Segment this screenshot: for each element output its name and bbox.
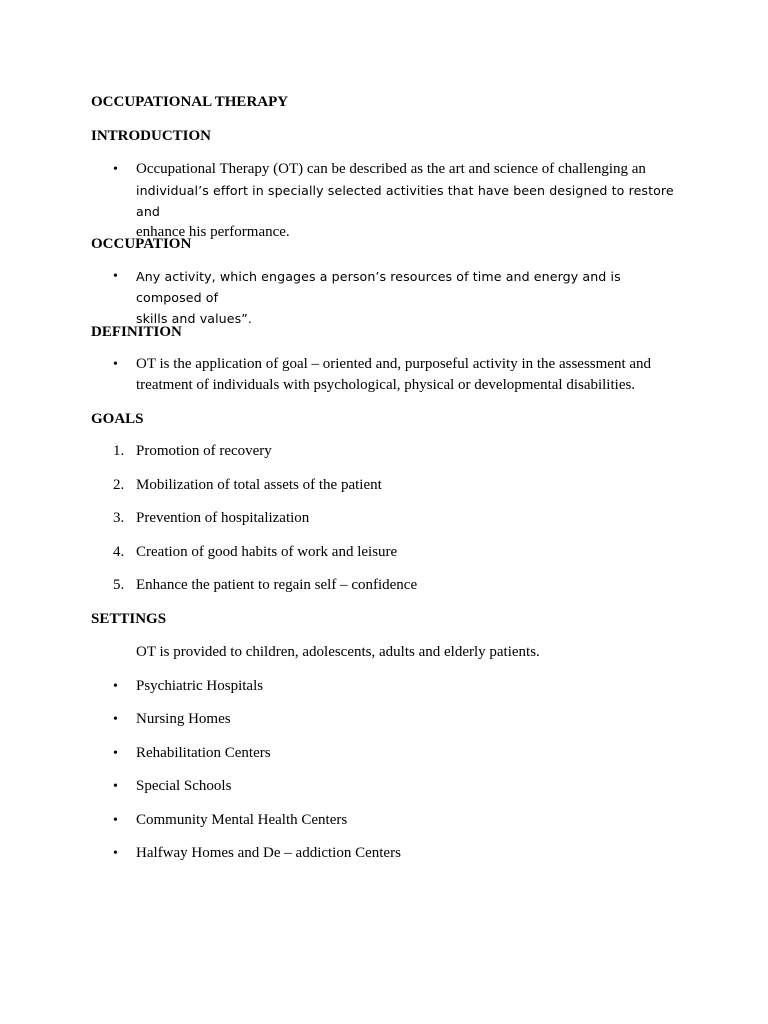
occupation-bullet bbox=[113, 266, 693, 326]
bullet-icon: • bbox=[113, 357, 118, 372]
goal-number: 5. bbox=[113, 577, 125, 593]
bullet-icon: • bbox=[113, 813, 118, 828]
goal-text: Enhance the patient to regain self – confidence bbox=[136, 577, 418, 593]
occupation-line-1: Any activity, which engages a person’s resources of time and energy and is composed of bbox=[136, 269, 621, 305]
bullet-icon: • bbox=[113, 779, 118, 794]
bullet-icon: • bbox=[113, 679, 118, 694]
bullet-icon: • bbox=[113, 846, 118, 861]
occupation-line-2: skills and values”. bbox=[136, 311, 252, 326]
section-heading-goals: GOALS bbox=[91, 411, 144, 427]
definition-line-2: treatment of individuals with psychological, physical or developmental disabilities. bbox=[136, 377, 636, 393]
section-heading-occupation: OCCUPATION bbox=[91, 236, 192, 252]
settings-item-text: Psychiatric Hospitals bbox=[136, 678, 264, 694]
goal-number: 2. bbox=[113, 477, 125, 493]
settings-item bbox=[113, 743, 693, 764]
introduction-bullet bbox=[113, 159, 693, 240]
introduction-line-3: enhance his performance. bbox=[136, 224, 290, 240]
settings-item-text: Halfway Homes and De – addiction Centers bbox=[136, 845, 401, 861]
goal-number: 3. bbox=[113, 510, 125, 526]
bullet-icon: • bbox=[113, 712, 118, 727]
settings-item-text: Rehabilitation Centers bbox=[136, 745, 271, 761]
introduction-text bbox=[136, 159, 681, 243]
goal-item bbox=[113, 508, 693, 529]
settings-item bbox=[113, 776, 693, 797]
section-heading-settings: SETTINGS bbox=[91, 611, 167, 627]
document-title: OCCUPATIONAL THERAPY bbox=[91, 94, 289, 110]
settings-intro: OT is provided to children, adolescents, adults and elderly patients. bbox=[136, 644, 540, 660]
bullet-icon: • bbox=[113, 269, 118, 284]
goal-text: Prevention of hospitalization bbox=[136, 510, 310, 526]
goal-item bbox=[113, 575, 693, 596]
goal-text: Creation of good habits of work and leisure bbox=[136, 544, 398, 560]
definition-bullet bbox=[113, 354, 693, 396]
settings-item-text: Community Mental Health Centers bbox=[136, 812, 348, 828]
bullet-icon: • bbox=[113, 746, 118, 761]
definition-text bbox=[136, 354, 681, 396]
settings-item bbox=[113, 843, 693, 864]
bullet-icon: • bbox=[113, 162, 118, 177]
settings-item bbox=[113, 709, 693, 730]
settings-item-text: Special Schools bbox=[136, 778, 232, 794]
occupation-text bbox=[136, 266, 688, 329]
goal-number: 4. bbox=[113, 544, 125, 560]
definition-line-1: OT is the application of goal – oriented and, purposeful activity in the assessment and bbox=[136, 356, 652, 372]
goal-number: 1. bbox=[113, 443, 125, 459]
settings-item bbox=[113, 810, 693, 831]
section-heading-introduction: INTRODUCTION bbox=[91, 128, 212, 144]
goal-item bbox=[113, 542, 693, 563]
introduction-line-1: Occupational Therapy (OT) can be described as the art and science of challenging an bbox=[136, 161, 646, 177]
section-heading-definition: DEFINITION bbox=[91, 324, 182, 340]
goal-item bbox=[113, 475, 693, 496]
goal-item bbox=[113, 441, 693, 462]
goal-text: Promotion of recovery bbox=[136, 443, 272, 459]
goal-text: Mobilization of total assets of the patient bbox=[136, 477, 382, 493]
introduction-line-2: individual’s effort in specially selected activities that have been designed to restore and bbox=[136, 183, 674, 219]
settings-item bbox=[113, 676, 693, 697]
settings-item-text: Nursing Homes bbox=[136, 711, 231, 727]
